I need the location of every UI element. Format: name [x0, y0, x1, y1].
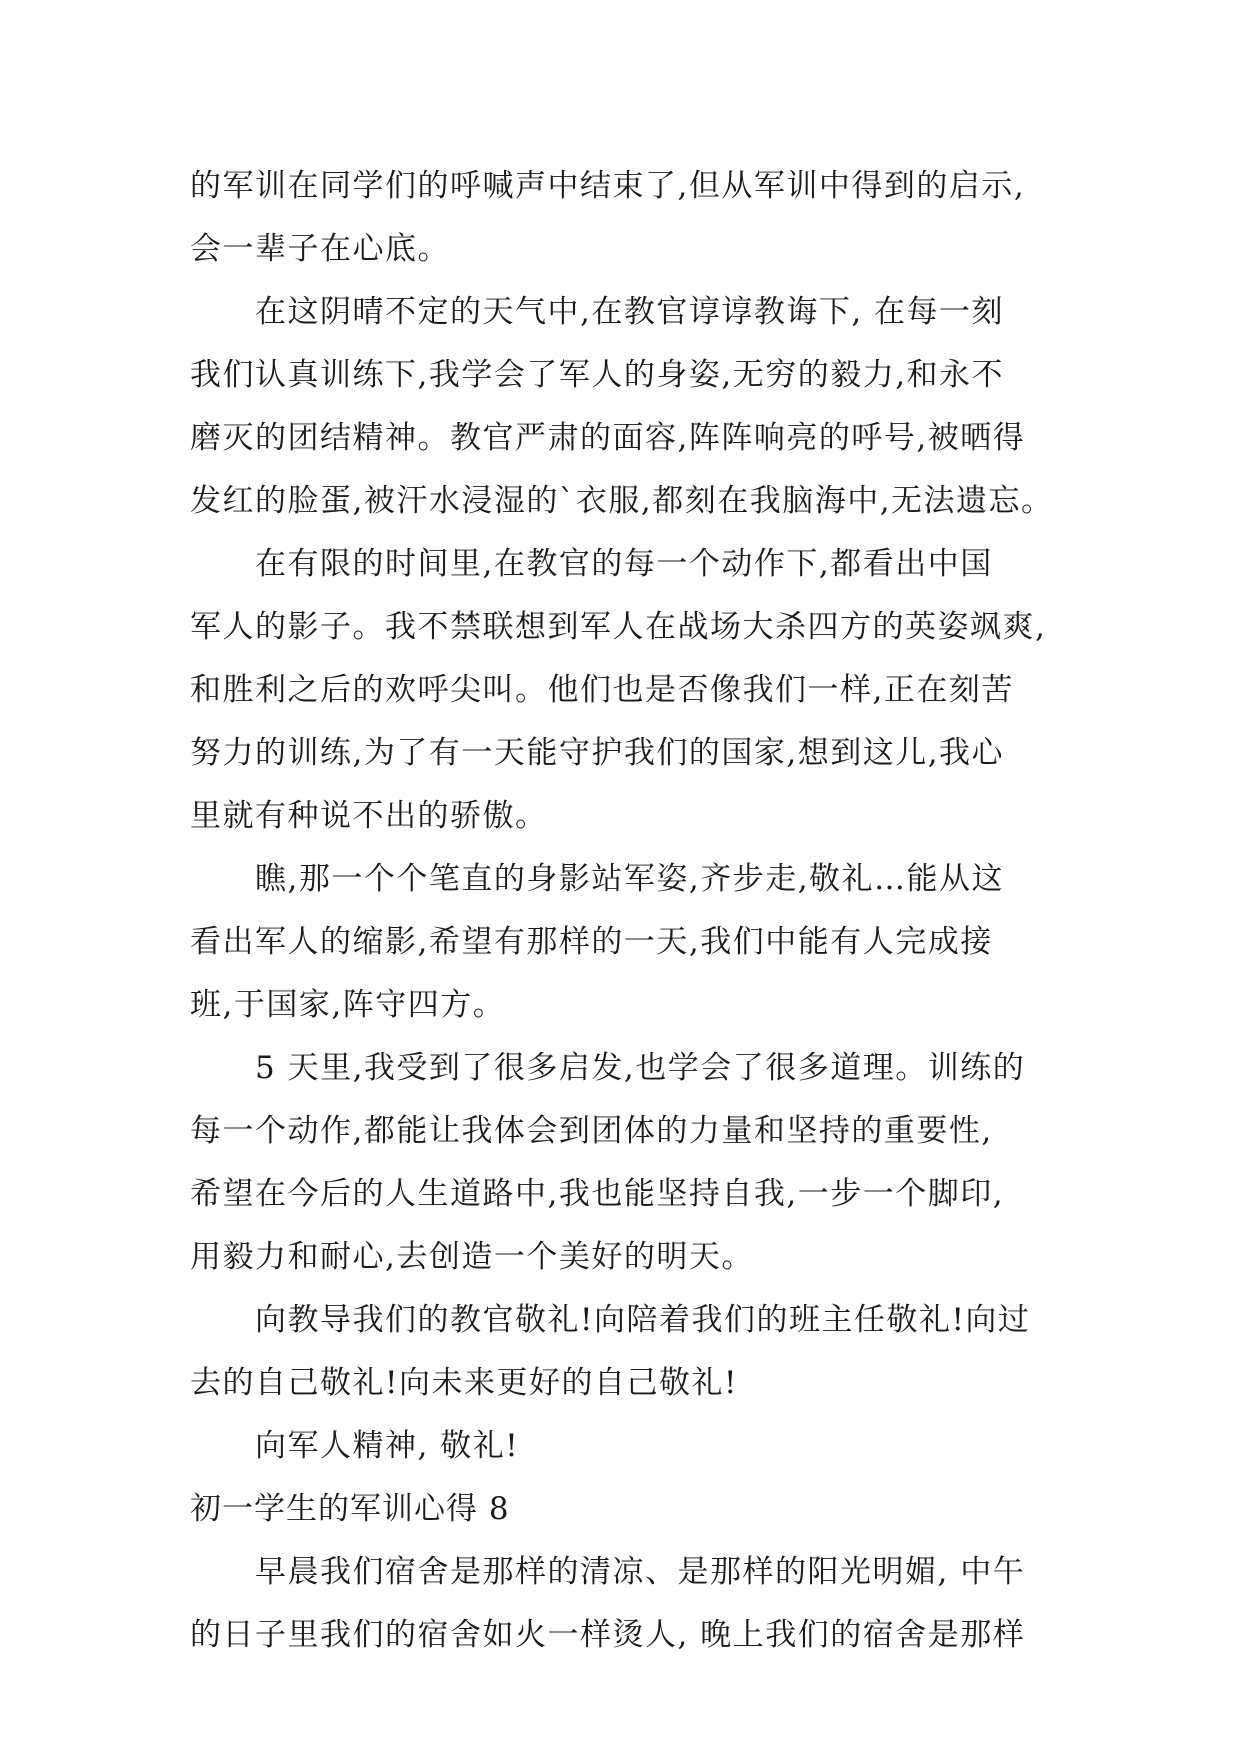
text-line: 看出军人的缩影,希望有那样的一天,我们中能有人完成接 — [190, 924, 993, 960]
paragraph-start-line: 早晨我们宿舍是那样的清凉、是那样的阳光明媚, 中午 — [255, 1554, 1026, 1590]
document-body — [190, 155, 1070, 1667]
text-line: 磨灭的团结精神。教官严肃的面容,阵阵响亮的呼号,被晒得 — [190, 420, 1026, 456]
text-line: 努力的训练,为了有一天能守护我们的国家,想到这儿,我心 — [190, 735, 1005, 771]
paragraph-start-line: 向教导我们的教官敬礼!向陪着我们的班主任敬礼!向过 — [255, 1302, 1031, 1338]
text-line: 班,于国家,阵守四方。 — [190, 987, 506, 1023]
text-line: 的军训在同学们的呼喊声中结束了,但从军训中得到的启示, — [190, 168, 1026, 204]
paragraph-start-line: 在这阴晴不定的天气中,在教官谆谆教诲下, 在每一刻 — [255, 294, 1005, 330]
paragraph-start-line: 5 天里,我受到了很多启发,也学会了很多道理。训练的 — [255, 1050, 1026, 1086]
text-line: 会一辈子在心底。 — [190, 231, 450, 267]
text-line: 我们认真训练下,我学会了军人的身姿,无穷的毅力,和永不 — [190, 357, 1005, 393]
section-heading: 初一学生的军训心得 8 — [190, 1491, 510, 1527]
paragraph-start-line: 在有限的时间里,在教官的每一个动作下,都看出中国 — [255, 546, 993, 582]
text-line: 里就有种说不出的骄傲。 — [190, 798, 548, 834]
text-line: 军人的影子。我不禁联想到军人在战场大杀四方的英姿飒爽, — [190, 609, 1047, 645]
text-line: 的日子里我们的宿舍如火一样烫人, 晚上我们的宿舍是那样 — [190, 1617, 1026, 1653]
text-line: 发红的脸蛋,被汗水浸湿的`衣服,都刻在我脑海中,无法遗忘。 — [190, 483, 1054, 519]
text-line: 每一个动作,都能让我体会到团体的力量和坚持的重要性, — [190, 1113, 993, 1149]
paragraph-start-line: 向军人精神, 敬礼! — [255, 1428, 520, 1464]
text-line: 去的自己敬礼!向未来更好的自己敬礼! — [190, 1365, 738, 1401]
text-line: 和胜利之后的欢呼尖叫。他们也是否像我们一样,正在刻苦 — [190, 672, 1014, 708]
text-line: 希望在今后的人生道路中,我也能坚持自我,一步一个脚印, — [190, 1176, 1005, 1212]
paragraph-start-line: 瞧,那一个个笔直的身影站军姿,齐步走,敬礼…能从这 — [255, 861, 1005, 897]
text-line: 用毅力和耐心,去创造一个美好的明天。 — [190, 1239, 754, 1275]
